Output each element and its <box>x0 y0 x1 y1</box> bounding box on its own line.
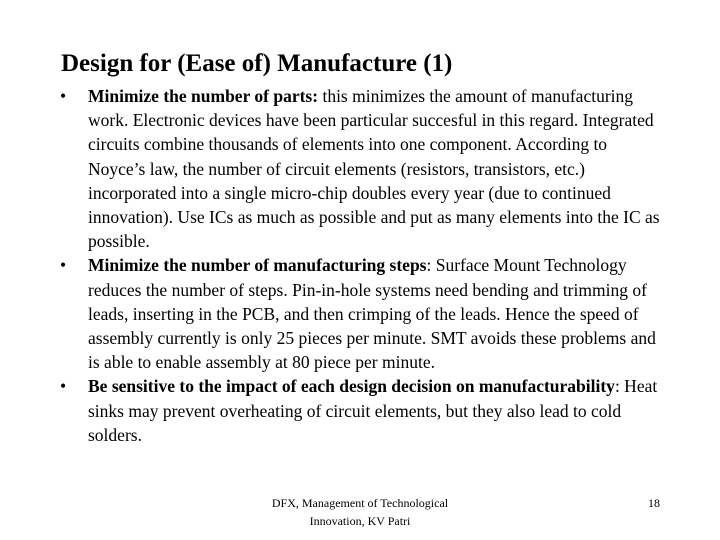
slide-title: Design for (Ease of) Manufacture (1) <box>61 50 453 77</box>
bullet-item-steps <box>60 253 660 374</box>
bullet-text: this minimizes the amount of manufacturing work. Electronic devices have been particular succesful in this regard. Integrated circuits combine thousands of elements into one component. According to Noyce’s law, the number of circuit elements (resistors, transistors, etc.) incorporated into a single micro-chip doubles every year (due to continued innovation). Use ICs as much as possible and put as many elements into the IC as possible. <box>88 86 660 252</box>
bullet-marker: • <box>60 255 67 276</box>
footer-line-1: DFX, Management of Technological <box>271 496 449 510</box>
bullet-heading: Be sensitive to the impact of each design decision on manufacturability <box>88 376 615 397</box>
bullet-item-impact <box>60 374 660 447</box>
bullet-heading: Minimize the number of manufacturing steps <box>88 255 427 276</box>
bullet-marker: • <box>60 376 67 397</box>
bullet-heading: Minimize the number of parts: <box>88 86 319 106</box>
footer-line-2: Innovation, KV Patri <box>309 514 411 528</box>
bullet-marker: • <box>60 86 67 106</box>
bullet-text: : Heat sinks may prevent overheating of circuit elements, but they also lead to cold solders. <box>88 376 658 445</box>
slide-footer <box>240 494 480 530</box>
bullet-text: : Surface Mount Technology reduces the number of steps. Pin-in-hole systems need bending and trimming of leads, inserting in the PCB, and then crimping of the leads. Hence the speed of assembly currently is only 25 pieces per minute. SMT avoids these problems and is able to enable assembly at 80 piece per minute. <box>88 255 656 373</box>
bullet-item-parts <box>60 84 660 253</box>
bullet-list <box>0 84 720 447</box>
page-number: 18 <box>648 496 660 510</box>
